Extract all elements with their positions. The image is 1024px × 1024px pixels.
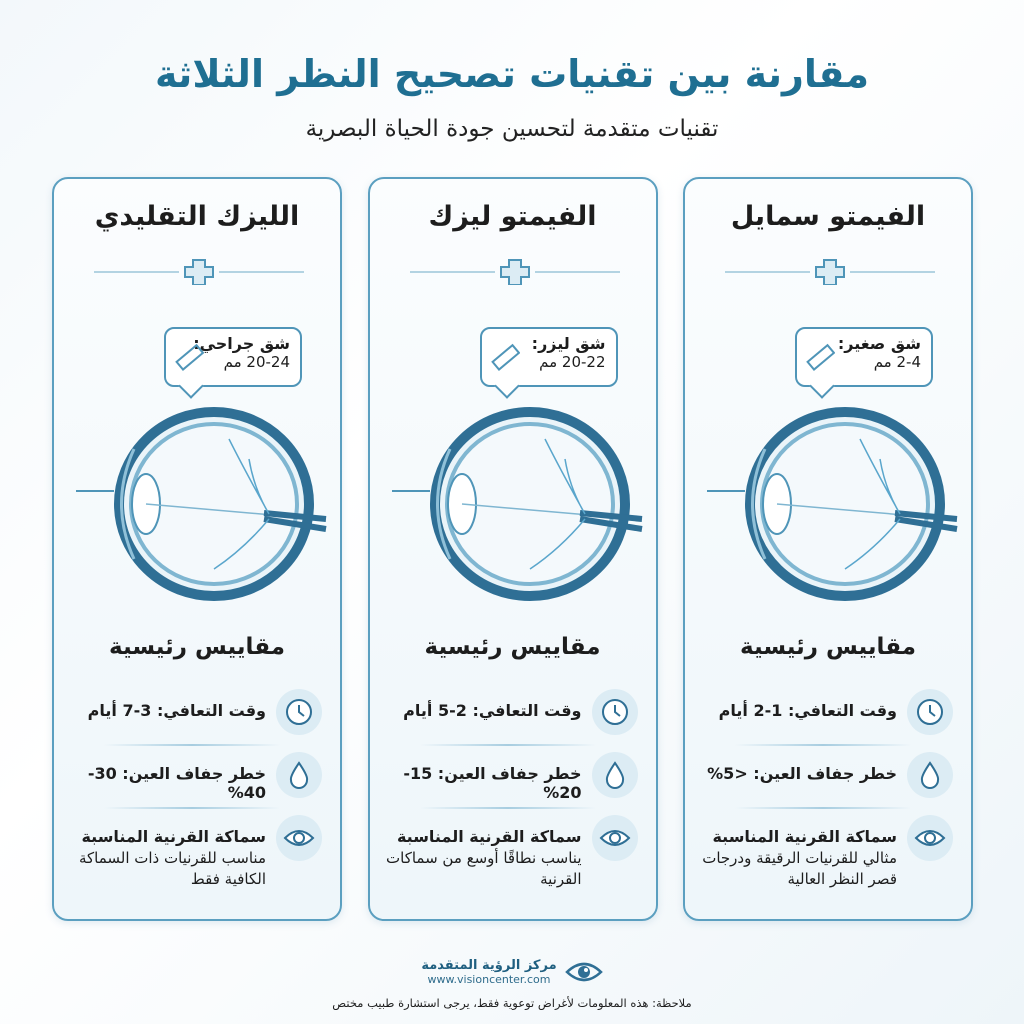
eye-logo-icon	[565, 960, 603, 984]
eye-icon	[907, 815, 953, 861]
cornea-title: سماكة القرنية المناسبة	[396, 827, 582, 846]
brand-logo	[421, 958, 602, 986]
brand-url[interactable]: www.visioncenter.com	[427, 973, 551, 986]
recovery-row	[384, 689, 638, 735]
incision-callout	[164, 327, 302, 387]
clock-icon	[276, 689, 322, 735]
ruler-icon	[805, 343, 835, 373]
dry-eye-row	[68, 752, 322, 802]
cornea-title: سماكة القرنية المناسبة	[712, 827, 897, 846]
medical-cross-divider	[410, 259, 620, 285]
droplet-icon	[907, 752, 953, 798]
incision-label: شق صغير:	[837, 334, 921, 353]
incision-callout	[795, 327, 933, 387]
incision-callout	[480, 327, 618, 387]
cornea-description: مثالي للقرنيات الرقيقة ودرجات قصر النظر العالية	[702, 849, 897, 888]
divider	[735, 744, 911, 746]
cornea-row	[68, 815, 322, 890]
incision-label: شق جراحي:	[193, 334, 290, 353]
metrics-title: مقاييس رئيسية	[109, 634, 285, 660]
metrics-title: مقاييس رئيسية	[740, 634, 916, 660]
incision-value: 2-4 مم	[873, 353, 921, 371]
recovery-time: وقت التعافي: 2-5 أيام	[403, 701, 582, 720]
ruler-icon	[174, 343, 204, 373]
cornea-description: يناسب نطاقًا أوسع من سماكات القرنية	[386, 849, 582, 888]
dry-eye-risk: خطر جفاف العين: 30-40%	[87, 764, 266, 802]
recovery-row	[699, 689, 953, 735]
card-title: الفيمتو ليزك	[428, 201, 597, 232]
recovery-time: وقت التعافي: 3-7 أيام	[87, 701, 266, 720]
card-title: الفيمتو سمايل	[730, 201, 926, 232]
cornea-row	[699, 815, 953, 890]
droplet-icon	[276, 752, 322, 798]
dry-eye-row	[384, 752, 638, 802]
eye-icon	[592, 815, 638, 861]
recovery-row	[68, 689, 322, 735]
page-subtitle: تقنيات متقدمة لتحسين جودة الحياة البصرية	[305, 116, 719, 142]
technique-card	[683, 177, 973, 921]
metrics-title: مقاييس رئيسية	[424, 634, 601, 660]
divider	[104, 807, 280, 809]
cornea-row	[384, 815, 638, 890]
divider	[420, 744, 596, 746]
card-title: الليزك التقليدي	[94, 201, 300, 232]
eye-anatomy-illustration	[695, 379, 965, 619]
eye-anatomy-illustration	[380, 379, 650, 619]
incision-value: 20-22 مم	[539, 353, 606, 371]
dry-eye-row	[699, 752, 953, 798]
cornea-title: سماكة القرنية المناسبة	[81, 827, 266, 846]
medical-cross-divider	[94, 259, 304, 285]
recovery-time: وقت التعافي: 1-2 أيام	[718, 701, 897, 720]
eye-icon	[276, 815, 322, 861]
disclaimer-note: ملاحظة: هذه المعلومات لأغراض توعوية فقط، يرجى استشارة طبيب مختص	[332, 996, 692, 1010]
technique-card	[52, 177, 342, 921]
ruler-icon	[490, 343, 520, 373]
technique-card	[368, 177, 658, 921]
incision-value: 20-24 مم	[223, 353, 290, 371]
page-title: مقارنة بين تقنيات تصحيح النظر الثلاثة	[155, 52, 869, 96]
clock-icon	[592, 689, 638, 735]
divider	[104, 744, 280, 746]
divider	[420, 807, 596, 809]
incision-label: شق ليزر:	[531, 334, 606, 353]
cornea-description: مناسب للقرنيات ذات السماكة الكافية فقط	[78, 849, 266, 888]
divider	[735, 807, 911, 809]
comparison-cards	[52, 177, 973, 921]
clock-icon	[907, 689, 953, 735]
brand-name: مركز الرؤية المتقدمة	[421, 958, 557, 973]
footer	[0, 958, 1024, 1010]
dry-eye-risk: خطر جفاف العين: 15-20%	[403, 764, 582, 802]
droplet-icon	[592, 752, 638, 798]
eye-anatomy-illustration	[64, 379, 334, 619]
medical-cross-divider	[725, 259, 935, 285]
dry-eye-risk: خطر جفاف العين: <5%	[707, 764, 897, 783]
